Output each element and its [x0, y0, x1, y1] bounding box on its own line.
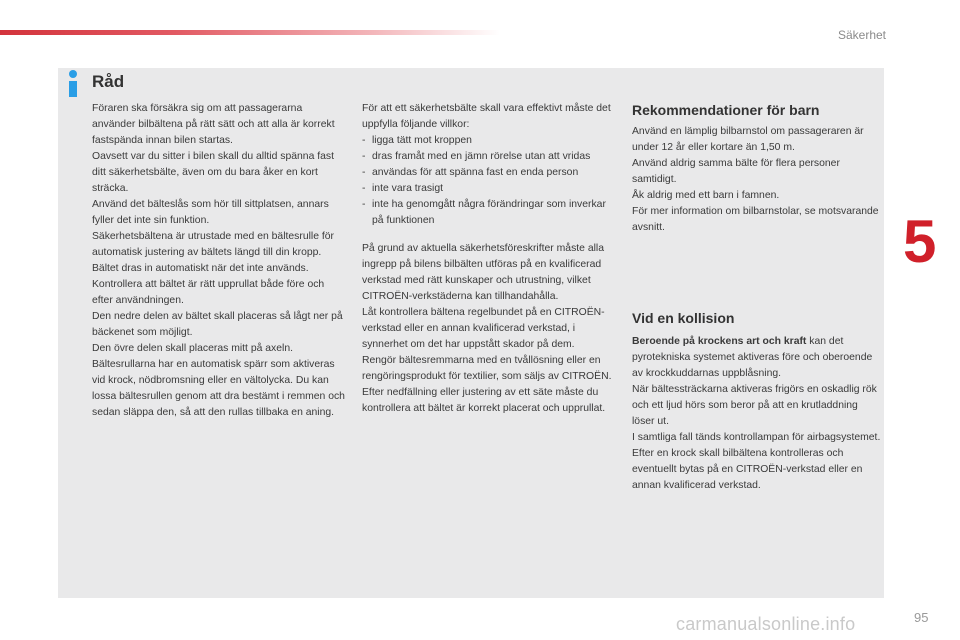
header-accent-bar — [0, 30, 500, 35]
list-item: - användas för att spänna fast en enda person — [362, 165, 612, 181]
advice-column-2 — [362, 101, 612, 417]
paragraph: Låt kontrollera bältena regelbundet på en CITROËN-verkstad eller en annan kvalificerad verkstad, i synnerhet om det har uppstått skador på dem. — [362, 307, 605, 350]
children-section — [632, 124, 882, 236]
list-item: - inte ha genomgått några förändringar som inverkar på funktionen — [362, 197, 612, 229]
watermark: carmanualsonline.info — [676, 614, 856, 634]
collision-section — [632, 334, 882, 494]
paragraph: Efter nedfällning eller justering av ett säte måste du kontrollera att bältet är korrekt placerat och upprullat. — [362, 387, 606, 414]
paragraph: Efter en krock skall bilbältena kontrolleras och eventuellt bytas på en CITROËN-verkstad eller en annan kvalificerad verkstad. — [632, 448, 863, 491]
paragraph: Föraren ska försäkra sig om att passagerarna använder bilbältena på rätt sätt och att alla är korrekt fastspända innan bilen startas. — [92, 103, 335, 146]
paragraph: Rengör bältesremmarna med en tvållösning eller en rengöringsprodukt för textilier, som säljs av CITROËN. — [362, 355, 612, 382]
paragraph: För mer information om bilbarnstolar, se motsvarande avsnitt. — [632, 206, 879, 233]
paragraph: Använd det bälteslås som hör till sittplatsen, annars fyller det inte sin funktion. — [92, 199, 329, 226]
advice-column-1 — [92, 101, 347, 421]
conditions-list — [362, 133, 612, 229]
paragraph: I samtliga fall tänds kontrollampan för airbagsystemet. — [632, 432, 881, 443]
collision-lead-rest: kan det pyrotekniska systemet aktiveras före och oberoende av krockkuddarnas uppblåsning. — [632, 336, 873, 379]
collision-heading: Vid en kollision — [632, 310, 735, 326]
collision-lead — [632, 334, 882, 382]
paragraph: Säkerhetsbältena är utrustade med en bältesrulle för automatisk justering av bältets längd till din kropp. Bältet dras in automatiskt när det inte används. — [92, 231, 335, 274]
page-number: 95 — [914, 610, 929, 625]
paragraph: Kontrollera att bältet är rätt upprullat både före och efter användningen. — [92, 279, 325, 306]
paragraph: Oavsett var du sitter i bilen skall du alltid spänna fast ditt säkerhetsbälte, även om du bara åker en kort sträcka. — [92, 151, 334, 194]
chapter-number: 5 — [903, 208, 937, 275]
paragraph: Den övre delen skall placeras mitt på axeln. — [92, 343, 293, 354]
paragraph: När bältessträckarna aktiveras frigörs en oskadlig rök och ett ljud hörs som beror på att en krutladdning löser ut. — [632, 384, 877, 427]
paragraph: Använd en lämplig bilbarnstol om passageraren är under 12 år eller kortare än 1,50 m. — [632, 126, 864, 153]
paragraph: Den nedre delen av bältet skall placeras så lågt ner på bäckenet som möjligt. — [92, 311, 343, 338]
paragraph: På grund av aktuella säkerhetsföreskrifter måste alla ingrepp på bilens bilbälten utföras på en kvalificerad verkstad med rätt kunskaper och utrustning, vilket CITROËN-verkstäderna kan tillhandahålla. — [362, 243, 604, 302]
paragraph: Använd aldrig samma bälte för flera personer samtidigt. — [632, 158, 840, 185]
panel-title: Råd — [92, 72, 125, 91]
paragraph: Bältesrullarna har en automatisk spärr som aktiveras vid krock, nödbromsning eller en vältolycka. Du kan lossa bältesrullen genom att dra bestämt i remmen och sedan släppa den, så att den rullas tillbaka en aning. — [92, 359, 345, 418]
list-item: - inte vara trasigt — [362, 181, 612, 197]
paragraph: Åk aldrig med ett barn i famnen. — [632, 190, 780, 201]
collision-lead-bold: Beroende på krockens art och kraft — [632, 336, 807, 347]
children-heading: Rekommendationer för barn — [632, 102, 820, 118]
list-item: - ligga tätt mot kroppen — [362, 133, 612, 149]
section-title: Säkerhet — [837, 28, 886, 42]
conditions-intro: För att ett säkerhetsbälte skall vara effektivt måste det uppfylla följande villkor: — [362, 103, 611, 130]
info-icon — [66, 70, 80, 98]
list-item: - dras framåt med en jämn rörelse utan att vridas — [362, 149, 612, 165]
